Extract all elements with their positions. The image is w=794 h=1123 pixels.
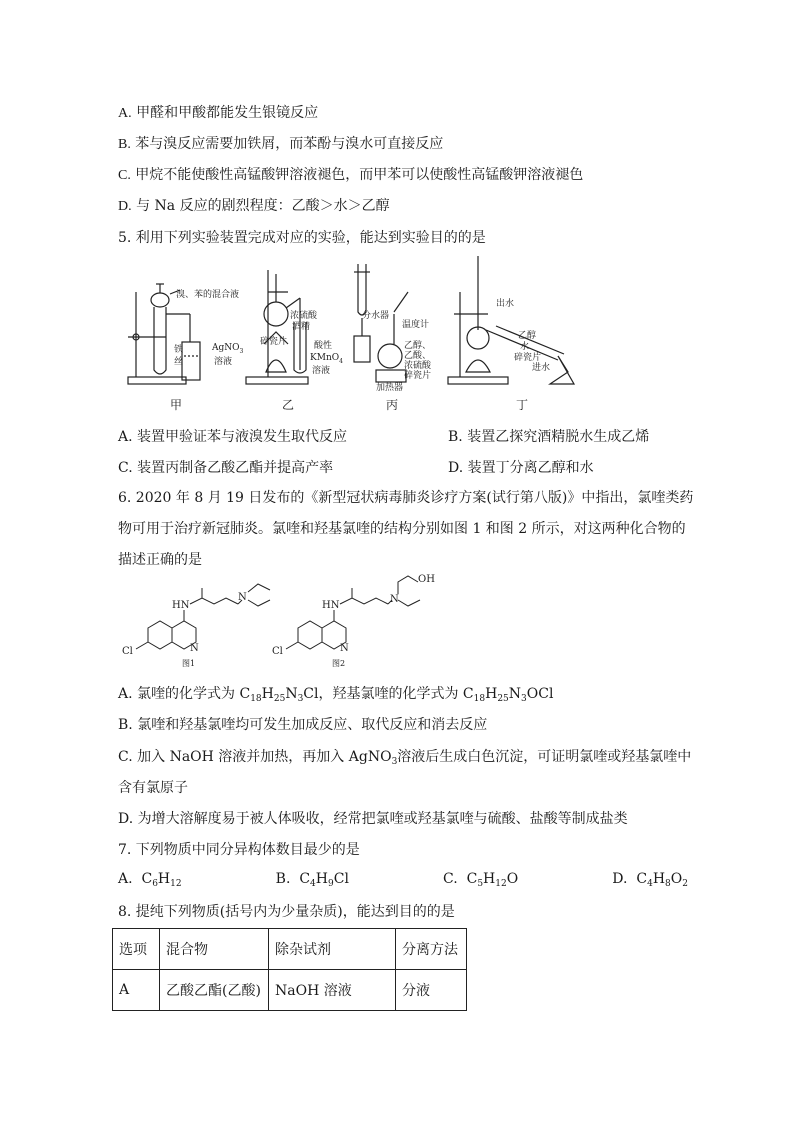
q4-option-a: A. 甲醛和甲酸都能发生银镜反应 [118,105,319,121]
table-header-cell: 分离方法 [396,929,467,970]
q6-option-c-continued: 含有氯原子 [118,780,188,796]
label-bing-h2so4: 浓硫酸 [404,361,432,371]
label-bing-acetic: 乙酸、 [404,351,432,361]
fig2-atom-cl: Cl [272,646,283,657]
table-header-cell: 除杂试剂 [269,929,396,970]
fig1-atom-ring-n: N [190,643,199,654]
table-header-row [113,929,467,970]
table-header-cell: 混合物 [160,929,269,970]
apparatus-ding [448,256,574,384]
label-yi-acid: 浓硫酸 [290,311,318,321]
q5-option-b: B. 装置乙探究酒精脱水生成乙烯 [448,429,650,445]
label-ding-outlet: 出水 [496,299,515,309]
label-bing-heater: 加热器 [376,383,404,393]
q6-stem-line-3: 描述正确的是 [118,552,202,568]
q4-option-d: D. 与 Na 反应的剧烈程度：乙酸＞水＞乙醇 [118,198,390,214]
q6-stem-line-1: 6. 2020 年 8 月 19 日发布的《新型冠状病毒肺炎诊疗方案(试行第八版)》中指出，氯喹类药 [118,490,694,506]
label-jia-solution: 溶液 [214,357,233,367]
label-jia-wire: 丝 [174,357,184,367]
q4-option-b: B. 苯与溴反应需要加铁屑，而苯酚与溴水可直接反应 [118,136,444,152]
table-cell: 分液 [396,970,467,1011]
fig1-atom-cl: Cl [122,646,133,657]
q5-options-row1 [118,426,678,446]
q5-stem: 5. 利用下列实验装置完成对应的实验，能达到实验目的的是 [118,230,486,246]
label-ding-inlet: 进水 [532,363,551,373]
label-bing-chips: 碎瓷片 [404,371,432,381]
label-yi-solution: 溶液 [312,366,331,376]
table-cell: A [113,970,160,1011]
q5-apparatus-figure [118,252,588,414]
label-jia-iron: 铁 [174,345,184,355]
caption-jia: 甲 [170,398,183,412]
label-yi-chips: 碎瓷片 [260,337,288,347]
table-cell: NaOH 溶液 [269,970,396,1011]
fig1-atom-n: N [238,592,247,603]
q7-option-c: C. $C_5H_{12}O$ [443,871,519,889]
q6-option-d: D. 为增大溶解度易于被人体吸收，经常把氯喹或羟基氯喹与硫酸、盐酸等制成盐类 [118,811,628,827]
fig2-atom-hn: HN [322,600,340,611]
caption-yi: 乙 [282,398,295,412]
fig2-atom-n: N [390,594,399,605]
table-row [113,970,467,1011]
caption-ding: 丁 [516,398,529,412]
q7-options [118,871,688,887]
q7-option-b: B. $C_4H_9Cl$ [275,871,349,889]
caption-bing: 丙 [386,398,399,412]
label-yi-alcohol: 酒精 [292,322,311,332]
table-cell: 乙酸乙酯(乙酸) [160,970,269,1011]
fig2-atom-oh: OH [418,574,435,585]
label-jia-agno3: AgNO$_3$ [212,343,244,355]
q4-option-c: C. 甲烷不能使酸性高锰酸钾溶液褪色，而甲苯可以使酸性高锰酸钾溶液褪色 [118,167,584,183]
q5-option-c: C. 装置丙制备乙酸乙酯并提高产率 [118,460,334,476]
q7-stem: 7. 下列物质中同分异构体数目最少的是 [118,842,360,858]
label-ding-ethanol: 乙醇 [518,331,537,341]
hydroxychloroquine-structure [286,576,420,649]
label-yi-kmno4: KMnO$_4$ [310,353,343,365]
label-ding-water: 水 [520,342,530,352]
q5-options-row2 [118,457,678,477]
q6-option-b: B. 氯喹和羟基氯喹均可发生加成反应、取代反应和消去反应 [118,717,488,733]
q5-option-a: A. 装置甲验证苯与液溴发生取代反应 [118,429,348,445]
q6-option-c: C. 加入 NaOH 溶液并加热，再加入 AgNO$_3$溶液后生成白色沉淀，可证明氯喹或羟基氯喹中 [118,749,692,767]
label-jia-mix: 溴、苯的混合液 [176,290,240,300]
fig1-caption: 图1 [182,659,196,668]
label-ding-chips: 碎瓷片 [514,353,542,363]
apparatus-bing [354,264,408,382]
q6-option-a: A. 氯喹的化学式为 $C_{18}H_{25}N_3Cl$，羟基氯喹的化学式为 $C_{18}H_{25}N_3OCl$ [118,686,554,704]
q7-option-a: A. $C_6H_{12}$ [118,871,182,889]
fig1-atom-hn: HN [172,600,190,611]
label-bing-separator: 分水器 [362,311,390,321]
label-bing-ethanol: 乙醇、 [404,341,432,351]
label-bing-thermometer: 温度计 [402,320,430,330]
q8-table [112,928,467,1011]
q5-option-d: D. 装置丁分离乙醇和水 [448,460,594,476]
q8-stem: 8. 提纯下列物质(括号内为少量杂质)，能达到目的的是 [118,904,455,920]
fig2-atom-ring-n: N [340,643,349,654]
q7-option-d: D. $C_4H_8O_2$ [612,871,688,889]
q6-structure-figure [118,574,438,674]
fig2-caption: 图2 [332,659,346,668]
table-header-cell: 选项 [113,929,160,970]
chloroquine-structure [136,584,270,649]
label-yi-acidic: 酸性 [314,341,333,351]
q6-stem-line-2: 物可用于治疗新冠肺炎。氯喹和羟基氯喹的结构分别如图 1 和图 2 所示，对这两种化合物的 [118,521,686,537]
